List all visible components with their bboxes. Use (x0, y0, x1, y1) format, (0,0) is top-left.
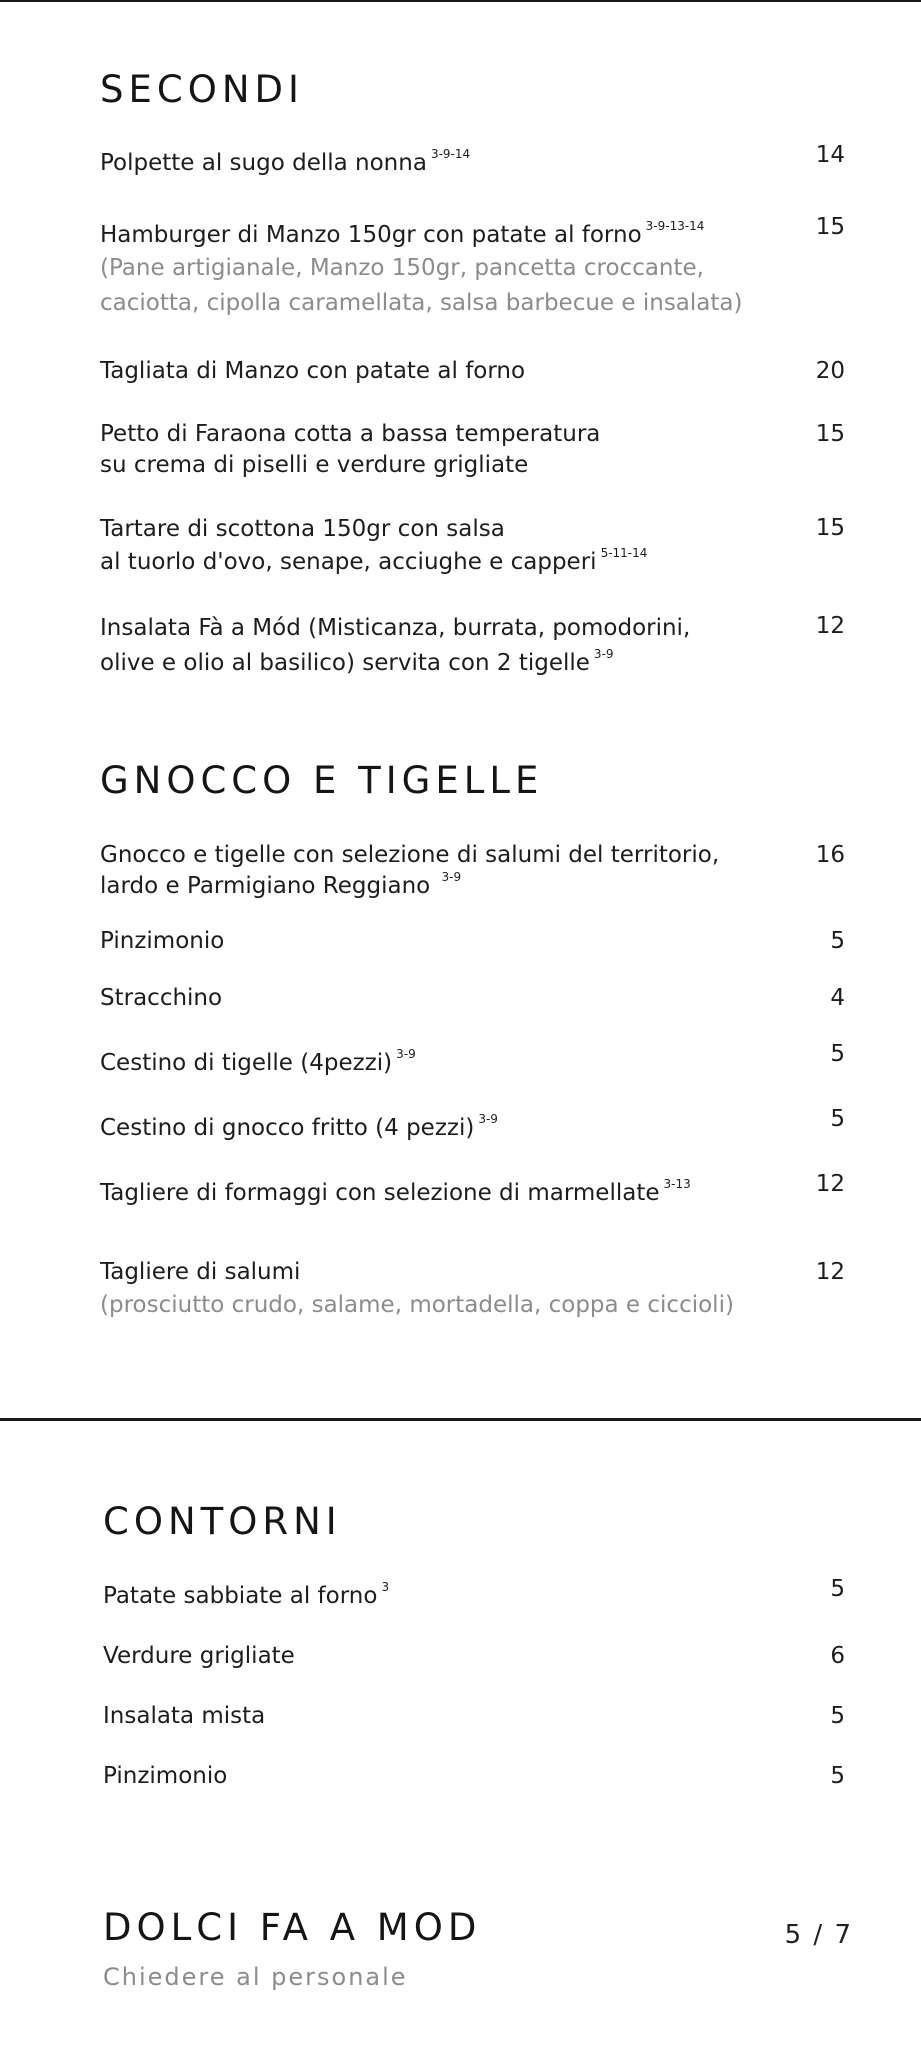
allergen-codes: 3-9-13-14 (645, 219, 705, 233)
menu-item (100, 926, 845, 957)
section-title-gnocco-e-tigelle: GNOCCO E TIGELLE (100, 759, 544, 802)
item-price: 5 (830, 928, 845, 954)
item-name: Insalata Fà a Mód (Misticanza, burrata, pomodorini, olive e olio al basilico) servita con 2 tigelle $^{3-9}$ (100, 615, 691, 676)
menu-item (100, 1171, 845, 1209)
menu-item (100, 1106, 845, 1144)
item-name: Hamburger di Manzo 150gr con patate al forno $^{3-9-13-14}$ (Pane artigianale, Manzo 150gr, pancetta croccante, caciotta, cipolla caramellata, salsa barbecue e insalata) (100, 220, 800, 321)
item-name: Gnocco e tigelle con selezione di salumi del territorio, lardo e Parmigiano Reggiano $^{3-9}$ (100, 842, 720, 899)
item-price: 5 (830, 1703, 845, 1729)
menu-item (100, 840, 845, 902)
item-price: 16 (815, 842, 845, 868)
item-name: Tagliere di formaggi con selezione di marmellate $^{3-13}$ (100, 1177, 691, 1206)
menu-item (100, 513, 845, 579)
menu-item (100, 1257, 845, 1323)
allergen-codes: 3-9 (396, 1047, 416, 1061)
item-price: 14 (815, 142, 845, 168)
item-name: Insalata mista (103, 1703, 266, 1729)
item-name: Patate sabbiate al forno $^3$ (103, 1580, 390, 1609)
allergen-codes: 3-9 (478, 1112, 498, 1126)
menu-item (100, 356, 845, 391)
item-price: 12 (815, 1171, 845, 1197)
item-price: 5 (830, 1106, 845, 1132)
item-name: Tagliere di salumi (prosciutto crudo, salame, mortadella, coppa e ciccioli) (100, 1257, 780, 1323)
page-number: 5 / 7 (784, 1920, 853, 1950)
section-title-dolci: DOLCI FA A MOD (103, 1906, 482, 1949)
section-title-secondi: SECONDI (100, 68, 304, 111)
item-name: Cestino di gnocco fritto (4 pezzi) $^{3-9}$ (100, 1112, 498, 1141)
item-name: Cestino di tigelle (4pezzi) $^{3-9}$ (100, 1047, 416, 1076)
item-price: 5 (830, 1576, 845, 1602)
menu-item (100, 142, 845, 188)
item-name: Polpette al sugo della nonna $^{3-9-14}$ (100, 147, 471, 176)
item-name: Tartare di scottona 150gr con salsa al tuorlo d'ovo, senape, acciughe e capperi $^{5-11-14}$ (100, 516, 648, 575)
item-name: Pinzimonio (103, 1763, 228, 1789)
menu-item (100, 1041, 845, 1079)
menu-item (100, 611, 845, 681)
allergen-codes: 5-11-14 (600, 546, 648, 560)
allergen-codes: 3-9-14 (430, 147, 471, 161)
allergen-codes: 3 (381, 1580, 390, 1594)
item-price: 15 (815, 214, 845, 240)
item-price: 5 (830, 1763, 845, 1789)
item-description: (Pane artigianale, Manzo 150gr, pancetta croccante, caciotta, cipolla caramellata, salsa barbecue e insalata) (100, 255, 743, 316)
allergen-codes: 3-13 (663, 1177, 691, 1191)
item-price: 4 (830, 985, 845, 1011)
item-description: (prosciutto crudo, salame, mortadella, coppa e ciccioli) (100, 1292, 734, 1318)
allergen-codes: 3-9 (441, 870, 462, 884)
menu-page-bottom (0, 1421, 921, 2048)
item-price: 15 (815, 515, 845, 541)
menu-item (103, 1701, 845, 1732)
allergen-codes: 3-9 (593, 647, 614, 661)
menu-item (100, 419, 845, 481)
item-price: 6 (830, 1643, 845, 1669)
menu-item (103, 1761, 845, 1792)
item-name: Tagliata di Manzo con patate al forno (100, 358, 526, 384)
menu-item (103, 1641, 845, 1672)
menu-item (103, 1576, 845, 1612)
item-price: 12 (815, 613, 845, 639)
menu-item (100, 983, 845, 1014)
item-name: Petto di Faraona cotta a bassa temperatura su crema di piselli e verdure grigliate (100, 421, 601, 478)
item-name: Stracchino (100, 985, 223, 1011)
item-price: 5 (830, 1041, 845, 1067)
section-title-contorni: CONTORNI (103, 1500, 342, 1543)
item-price: 15 (815, 421, 845, 447)
item-price: 20 (815, 358, 845, 384)
item-name: Verdure grigliate (103, 1643, 295, 1669)
dolci-subtitle: Chiedere al personale (103, 1963, 408, 1991)
item-price: 12 (815, 1259, 845, 1285)
menu-item (100, 214, 845, 325)
item-name: Pinzimonio (100, 928, 225, 954)
